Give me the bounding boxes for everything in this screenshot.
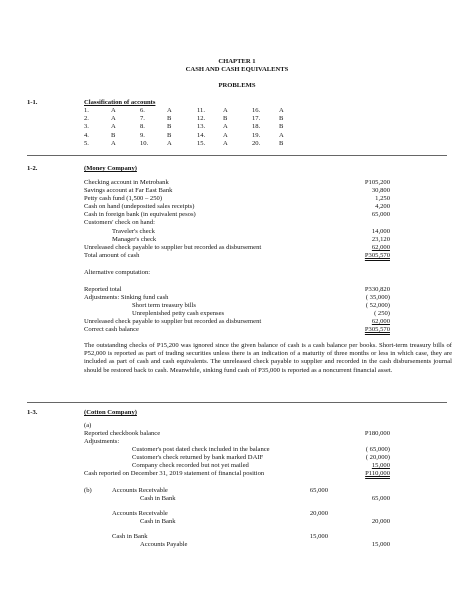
table-cell: 18. [252,123,261,131]
debit-amount: 20,000 [309,510,328,517]
table-cell: 20. [252,139,261,147]
table-cell: B [279,115,284,123]
item-amount: ( 35,000) [365,294,390,301]
table-cell: A [111,107,116,114]
credit-account: Accounts Payable [140,541,188,548]
item-amount: ( 250) [374,310,390,317]
item-label: Cash on hand (undeposited sales receipts) [84,203,195,210]
debit-account: Cash in Bank [112,533,148,540]
item-amount: 62,000 [371,244,390,251]
adjustments-label: Adjustments: [84,438,120,445]
table-cell: A [223,107,228,114]
credit-amount: 65,000 [371,495,390,502]
section-number: 1-2. [27,165,38,172]
table-cell: 3. [84,123,89,131]
item-label: Traveler's check [112,228,155,235]
credit-account: Cash in Bank [140,495,176,502]
table-cell: A [167,139,172,147]
table-cell: B [223,115,228,123]
item-label: Adjustments: Sinking fund cash [84,294,169,301]
item-amount: 14,000 [371,228,390,235]
item-amount: ( 65,000) [365,446,390,453]
item-label: Total amount of cash [84,252,140,259]
part-a-tag: (a) [84,422,92,429]
item-amount: 4,200 [375,203,390,210]
table-cell: A [111,139,116,147]
table-cell: 16. [252,107,261,114]
table-cell: 6. [140,107,145,114]
table-cell: A [111,123,116,131]
item-amount: P105,200 [364,179,390,186]
table-cell: 11. [197,107,205,114]
table-cell: B [167,123,172,131]
section-title: Classification of accounts [84,99,156,106]
item-label: Unreleased check payable to supplier but recorded as disbursement [84,244,262,251]
item-label: Petty cash fund (1,500 – 250) [84,195,163,202]
table-cell: 5. [84,139,89,147]
item-amount: P305,570 [364,326,390,333]
section-number: 1-1. [27,99,38,106]
part-b-tag: (b) [84,487,92,494]
item-amount: ( 52,000) [365,302,390,309]
item-amount: P305,570 [364,252,390,259]
item-amount: 1,250 [375,195,390,202]
item-label: Customer's check returned by bank marked DAIF [132,454,264,461]
cash-reported-amount: P110,000 [365,470,390,477]
item-label: Unreplenished petty cash expenses [132,310,225,317]
table-cell: 17. [252,115,261,123]
item-label: Cash in foreign bank (in equivalent pesos) [84,211,196,218]
table-cell: B [167,131,172,139]
debit-amount: 65,000 [309,487,328,494]
item-amount: 62,000 [371,318,390,325]
table-cell: A [223,131,228,139]
item-amount: 15,000 [371,462,390,469]
table-cell: 14. [197,131,206,139]
problems-heading: PROBLEMS [218,82,256,89]
item-label: Reported total [84,286,122,293]
reported-balance-amount: P180,000 [364,430,390,437]
section-title: (Cotton Company) [84,409,137,416]
table-cell: B [279,123,284,131]
table-cell: A [223,123,228,131]
table-cell: A [223,139,228,147]
divider [27,155,447,156]
table-cell: 7. [140,115,145,123]
table-cell: 1. [84,107,89,114]
table-cell: A [167,107,172,114]
debit-account: Accounts Receivable [112,510,168,517]
table-cell: 19. [252,131,261,139]
item-label: Customer's post dated check included in the balance [132,446,270,453]
item-amount: ( 20,000) [365,454,390,461]
table-cell: B [111,131,116,139]
cash-reported-label: Cash reported on December 31, 2019 statement of financial position [84,470,265,477]
credit-account: Cash in Bank [140,518,176,525]
chapter-title: CASH AND CASH EQUIVALENTS [185,66,289,73]
item-amount: 30,800 [371,187,390,194]
explanation-paragraph: The outstanding checks of P15,200 was ignored since the given balance of cash is a cash balance per books. Short-term treasury bills of P52,000 is reported as part of trading securities unless there is an indication of a maturity of three months or less in which case, they are included as part of cash and cash equivalents. The unreleased check payable to supplier and recorded in the cash disbursements journal should be restored back to cash. Meanwhile, sinking fund cash of P35,000 is reported as a noncurrent financial asset. [84,342,452,374]
item-label: Company check recorded but not yet mailed [132,462,249,469]
item-label: Unreleased check payable to supplier but recorded as disbursement [84,318,262,325]
item-label: Checking account in Metrobank [84,179,169,186]
credit-amount: 15,000 [371,541,390,548]
item-amount: 23,120 [371,236,390,243]
credit-amount: 20,000 [371,518,390,525]
item-label: Manager's check [112,236,157,243]
item-label: Savings account at Far East Bank [84,187,173,194]
table-cell: 10. [140,139,149,147]
table-cell: 15. [197,139,206,147]
table-cell: 8. [140,123,145,131]
alt-computation-label: Alternative computation: [84,269,151,276]
table-cell: 9. [140,131,145,139]
table-cell: B [167,115,172,123]
reported-balance-label: Reported checkbook balance [84,430,161,437]
table-cell: B [279,139,284,147]
section-title: (Money Company) [84,165,137,172]
table-cell: 12. [197,115,206,123]
item-label: Customers' check on hand: [84,219,155,226]
item-amount: 65,000 [371,211,390,218]
table-cell: 4. [84,131,89,139]
item-amount: P330,820 [364,286,390,293]
table-cell: A [279,131,284,139]
debit-account: Accounts Receivable [112,487,168,494]
chapter-heading: CHAPTER 1 [218,58,256,65]
section-number: 1-3. [27,409,38,416]
table-cell: A [279,107,284,114]
divider [27,402,447,403]
table-cell: 13. [197,123,206,131]
item-label: Correct cash balance [84,326,139,333]
table-cell: 2. [84,115,89,123]
item-label: Short term treasury bills [132,302,196,309]
debit-amount: 15,000 [309,533,328,540]
table-cell: A [111,115,116,123]
